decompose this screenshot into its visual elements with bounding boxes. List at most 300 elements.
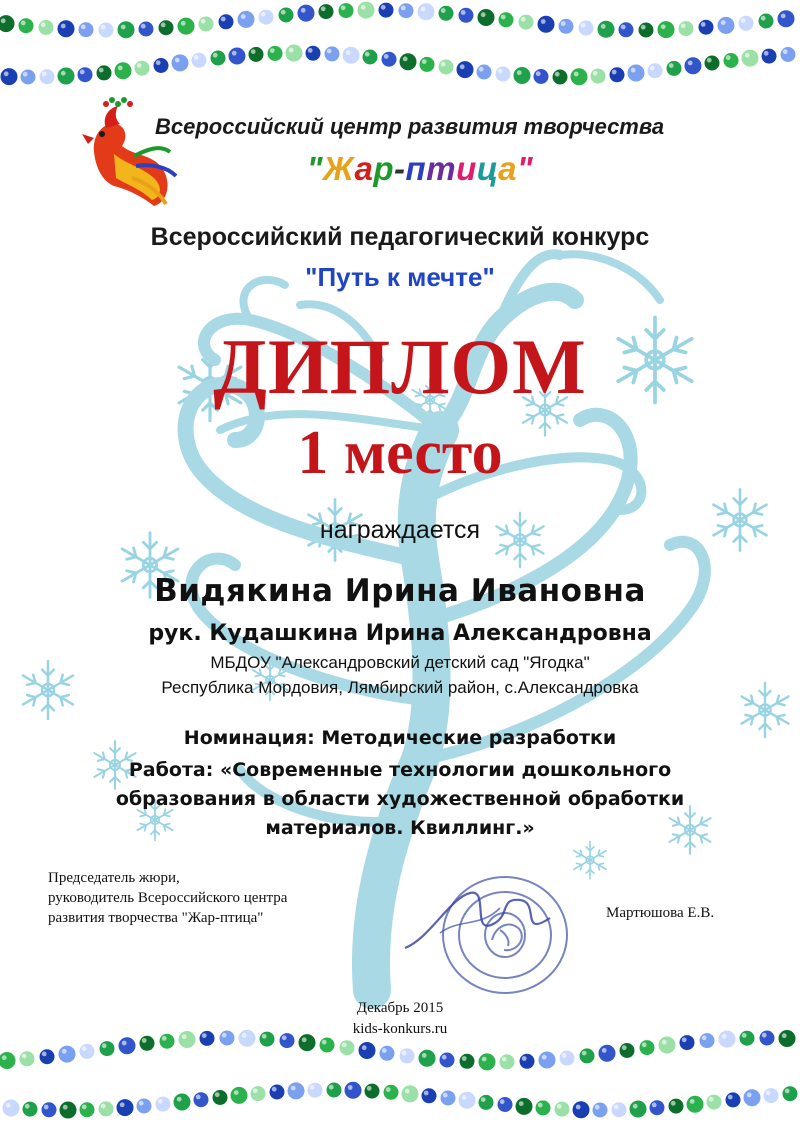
bead: [18, 18, 34, 34]
bead: [439, 1052, 455, 1068]
bead-highlight: [181, 21, 186, 26]
bead: [477, 9, 495, 27]
bead-highlight: [42, 1052, 47, 1057]
bead: [417, 3, 435, 21]
bead: [725, 1092, 741, 1108]
bead-highlight: [241, 14, 246, 19]
bead-highlight: [443, 1093, 448, 1098]
bead-highlight: [301, 8, 306, 13]
bead-highlight: [122, 1041, 127, 1046]
work-title-line: образования в области художественной обработки: [115, 788, 685, 810]
bead: [305, 45, 321, 61]
brand-name: [0, 150, 800, 188]
bead-highlight: [682, 1037, 687, 1042]
bead-highlight: [614, 1105, 619, 1110]
bead-highlight: [555, 72, 560, 77]
bead: [678, 21, 694, 37]
bead-highlight: [633, 1104, 638, 1109]
bead: [218, 14, 234, 30]
bead: [554, 1101, 570, 1117]
bead-highlight: [213, 53, 218, 58]
bead: [717, 16, 735, 34]
bead-highlight: [161, 23, 166, 28]
bead-highlight: [139, 1101, 144, 1106]
bead: [478, 1053, 496, 1071]
bead-highlight: [2, 1055, 7, 1060]
bead: [399, 53, 417, 71]
bead: [250, 1086, 266, 1102]
bead-highlight: [576, 1105, 581, 1110]
bead: [495, 66, 511, 82]
bead-highlight: [688, 61, 693, 66]
bead-highlight: [281, 10, 286, 15]
bead: [39, 69, 55, 85]
bead: [114, 62, 132, 80]
bead: [324, 46, 340, 62]
bead-highlight: [401, 6, 406, 11]
bead: [598, 1044, 616, 1062]
brand-letter: а: [354, 150, 374, 187]
bead: [459, 1053, 475, 1069]
bead-highlight: [251, 49, 256, 54]
bead: [419, 56, 435, 72]
bead-highlight: [348, 1085, 353, 1090]
bead-highlight: [329, 1085, 334, 1090]
bead: [777, 10, 795, 28]
bead-highlight: [321, 6, 326, 11]
bead: [381, 51, 397, 67]
institution: МБДОУ "Александровский детский сад "Ягодка": [210, 653, 590, 672]
bead: [77, 67, 93, 83]
bead-highlight: [63, 1105, 68, 1110]
bead: [619, 1043, 635, 1059]
bead: [285, 44, 303, 62]
bead-highlight: [405, 1089, 410, 1094]
bead: [230, 1086, 248, 1104]
bead-highlight: [460, 64, 465, 69]
bead: [98, 1101, 114, 1117]
bead: [570, 68, 588, 86]
bead-highlight: [158, 1099, 163, 1104]
contest-name: "Путь к мечте": [305, 262, 495, 292]
bead: [99, 1041, 115, 1057]
bead: [741, 49, 759, 67]
bead-highlight: [118, 66, 123, 71]
brand-letter: п: [405, 150, 427, 187]
supervisor-name: рук. Кудашкина Ирина Александровна: [148, 621, 652, 646]
bead: [339, 1040, 355, 1056]
bead: [611, 1102, 627, 1118]
bead: [22, 1101, 38, 1117]
bead: [116, 1099, 134, 1117]
bead-highlight: [327, 49, 332, 54]
bead-highlight: [783, 49, 788, 54]
bead-highlight: [631, 68, 636, 73]
bead: [399, 1048, 415, 1064]
bead: [326, 1082, 342, 1098]
bead: [155, 1096, 171, 1112]
bead: [378, 2, 394, 18]
bead-highlight: [342, 1043, 347, 1048]
bead-highlight: [441, 62, 446, 67]
bead: [267, 45, 283, 61]
bead: [498, 12, 514, 28]
bead: [20, 69, 36, 85]
brand-quote: ": [306, 150, 323, 187]
bead-highlight: [341, 5, 346, 10]
bead-highlight: [142, 1038, 147, 1043]
bead-highlight: [253, 1088, 258, 1093]
bead: [638, 22, 654, 38]
bead: [519, 1053, 535, 1069]
bead: [158, 20, 174, 36]
bead-highlight: [671, 1101, 676, 1106]
bead: [578, 20, 594, 36]
bead-highlight: [652, 1103, 657, 1108]
bead: [307, 1082, 323, 1098]
bead: [383, 1084, 399, 1100]
bead-highlight: [661, 24, 666, 29]
bead: [0, 68, 18, 86]
bead-highlight: [6, 1103, 11, 1108]
bead-highlight: [402, 1051, 407, 1056]
bead: [438, 5, 454, 21]
bead-highlight: [137, 63, 142, 68]
bead-highlight: [461, 10, 466, 15]
recipient-name: Видякина Ирина Ивановна: [154, 573, 646, 609]
bead-highlight: [561, 21, 566, 26]
bead: [421, 1088, 437, 1104]
bead: [358, 1042, 376, 1060]
bead-highlight: [80, 70, 85, 75]
bead: [78, 22, 94, 38]
bead: [193, 1092, 209, 1108]
bead-highlight: [310, 1085, 315, 1090]
bead: [398, 3, 414, 19]
bead-highlight: [302, 1037, 307, 1042]
bead: [572, 1101, 590, 1119]
bead: [537, 15, 555, 33]
bead-highlight: [365, 52, 370, 57]
bead: [627, 64, 645, 82]
bead: [698, 19, 714, 35]
bead-highlight: [574, 72, 579, 77]
bead: [171, 54, 189, 72]
bead: [379, 1045, 395, 1061]
bead: [58, 1045, 76, 1063]
bead: [538, 1051, 556, 1069]
bead: [684, 57, 702, 75]
bead: [198, 16, 214, 32]
bead: [237, 10, 255, 28]
bead: [658, 1036, 676, 1054]
bead: [173, 1093, 191, 1111]
bead-highlight: [517, 70, 522, 75]
bead: [418, 1049, 436, 1067]
bead: [763, 1088, 779, 1104]
bead-highlight: [595, 1105, 600, 1110]
bead-highlight: [707, 58, 712, 63]
bead: [440, 1090, 456, 1106]
bead: [686, 1095, 704, 1113]
awarded-label: награждается: [319, 516, 481, 544]
bead-highlight: [232, 51, 237, 56]
bead: [513, 67, 531, 85]
bead-highlight: [196, 1095, 201, 1100]
bead: [136, 1098, 152, 1114]
bead-highlight: [175, 58, 180, 63]
bead-highlight: [61, 71, 66, 76]
bead-highlight: [102, 1043, 107, 1048]
bead-highlight: [221, 17, 226, 22]
bead: [19, 1051, 35, 1067]
bead: [39, 1049, 55, 1065]
bead-highlight: [498, 69, 503, 74]
bead-highlight: [593, 71, 598, 76]
bead-highlight: [291, 1086, 296, 1091]
bead: [258, 9, 274, 25]
bead-highlight: [272, 1087, 277, 1092]
signature-icon: [400, 878, 560, 968]
bead-highlight: [346, 50, 351, 55]
organization-title: Всероссийский центр развития творчества: [155, 114, 665, 139]
bead-highlight: [669, 63, 674, 68]
bead: [738, 15, 754, 31]
bead-highlight: [542, 1055, 547, 1060]
brand-letter: а: [498, 150, 517, 187]
bead-highlight: [381, 5, 386, 10]
bead-highlight: [601, 24, 606, 29]
bead-highlight: [421, 7, 426, 12]
bead-highlight: [101, 25, 106, 30]
bead: [338, 3, 354, 19]
bead-highlight: [367, 1086, 372, 1091]
bead: [344, 1081, 362, 1099]
location: Республика Мордовия, Лямбирский район, с.Александровка: [161, 678, 639, 697]
bead-highlight: [261, 12, 266, 17]
bead: [357, 1, 375, 19]
bead: [138, 21, 154, 37]
bead-highlight: [641, 25, 646, 30]
bead-highlight: [541, 19, 546, 24]
bead-highlight: [384, 54, 389, 59]
bead-highlight: [681, 23, 686, 28]
bead-highlight: [766, 1090, 771, 1095]
bead: [597, 20, 615, 38]
bead-highlight: [479, 67, 484, 72]
bead: [706, 1094, 722, 1110]
bead-highlight: [761, 16, 766, 21]
bead-highlight: [562, 1053, 567, 1058]
bead: [362, 49, 378, 65]
bead: [629, 1100, 647, 1118]
bead-highlight: [61, 24, 66, 29]
jury-chair-line: развития творчества "Жар-птица": [48, 910, 264, 926]
bead: [552, 69, 568, 85]
bead-highlight: [781, 14, 786, 19]
bead: [269, 1084, 285, 1100]
bead-highlight: [642, 1042, 647, 1047]
bead: [743, 1089, 761, 1107]
issue-date: Декабрь 2015: [356, 1000, 444, 1016]
bead-highlight: [4, 71, 9, 76]
bead-highlight: [289, 48, 294, 53]
bead: [758, 13, 774, 29]
bead: [609, 67, 625, 83]
contest-title: Всероссийский педагогический конкурс: [150, 223, 650, 251]
bead: [98, 22, 114, 38]
bead: [318, 4, 334, 20]
bead: [2, 1099, 20, 1117]
bead: [590, 68, 606, 84]
bead-highlight: [581, 23, 586, 28]
bead-highlight: [709, 1097, 714, 1102]
bead: [41, 1102, 57, 1118]
bead-highlight: [745, 53, 750, 58]
bead-highlight: [690, 1099, 695, 1104]
brand-quote: ": [516, 150, 534, 187]
bead-highlight: [424, 1091, 429, 1096]
bead: [456, 61, 474, 79]
bead-highlight: [101, 1104, 106, 1109]
work-title-line: материалов. Квиллинг.»: [265, 817, 535, 839]
bead: [287, 1082, 305, 1100]
bead-highlight: [521, 17, 526, 22]
brand-letter: ц: [476, 150, 499, 187]
website: kids-konkurs.ru: [352, 1021, 448, 1037]
signer-name: Мартюшова Е.В.: [606, 905, 715, 921]
bead-highlight: [621, 25, 626, 30]
bead-highlight: [582, 1051, 587, 1056]
bead-highlight: [194, 55, 199, 60]
bead-highlight: [403, 57, 408, 62]
bead-highlight: [44, 1105, 49, 1110]
bead-highlight: [764, 51, 769, 56]
bead: [297, 4, 315, 22]
bead: [38, 20, 54, 36]
bead: [657, 21, 675, 39]
bead: [342, 46, 360, 64]
bead: [364, 1083, 380, 1099]
bead: [478, 1094, 494, 1110]
bead: [153, 58, 169, 74]
bead-highlight: [721, 20, 726, 25]
bead-highlight: [177, 1097, 182, 1102]
brand-letter: р: [373, 150, 395, 187]
brand-letter: Ж: [323, 150, 355, 187]
bead-highlight: [41, 22, 46, 27]
bead-highlight: [22, 1054, 27, 1059]
bead: [668, 1098, 684, 1114]
bead: [401, 1085, 419, 1103]
bead-highlight: [536, 71, 541, 76]
bead-highlight: [622, 1045, 627, 1050]
bead-highlight: [121, 25, 126, 30]
bead: [59, 1101, 77, 1119]
bead-highlight: [728, 1095, 733, 1100]
bead-highlight: [234, 1090, 239, 1095]
bead-highlight: [382, 1048, 387, 1053]
bead-highlight: [557, 1104, 562, 1109]
bead-highlight: [23, 72, 28, 77]
bead-highlight: [81, 25, 86, 30]
jury-chair-block: [48, 868, 287, 928]
bead-highlight: [500, 1099, 505, 1104]
bead-highlight: [726, 55, 731, 60]
bead-highlight: [462, 1056, 467, 1061]
bead-highlight: [538, 1103, 543, 1108]
bead-highlight: [501, 15, 506, 20]
bead: [704, 55, 720, 71]
bead-highlight: [156, 60, 161, 65]
bead-highlight: [82, 1046, 87, 1051]
bead-highlight: [201, 19, 206, 24]
bead: [592, 1102, 608, 1118]
bead: [248, 46, 264, 62]
bead-highlight: [120, 1102, 125, 1107]
bead: [535, 1100, 551, 1116]
bead: [278, 7, 294, 23]
bead: [497, 1097, 513, 1113]
jury-chair-line: Председатель жюри,: [48, 870, 180, 886]
bead-highlight: [215, 1092, 220, 1097]
bead: [458, 7, 474, 23]
bead: [649, 1100, 665, 1116]
bead-highlight: [361, 5, 366, 10]
bead-highlight: [99, 68, 104, 73]
bead: [458, 1091, 476, 1109]
bead: [96, 65, 112, 81]
jury-chair-line: руководитель Всероссийского центра: [48, 890, 288, 906]
bead: [228, 47, 246, 65]
diploma-title: ДИПЛОМ: [213, 323, 587, 410]
bead-highlight: [522, 1056, 527, 1061]
bead-highlight: [82, 1105, 87, 1110]
bead: [319, 1037, 335, 1053]
bead: [499, 1054, 515, 1070]
work-title-line: Работа: «Современные технологии дошкольного: [128, 759, 672, 781]
bead: [579, 1048, 595, 1064]
brand-letter: -: [394, 150, 406, 187]
bead: [518, 14, 534, 30]
bead-highlight: [481, 12, 486, 17]
bead-highlight: [1, 18, 6, 23]
bead-highlight: [662, 1040, 667, 1045]
brand-letter: и: [456, 150, 477, 187]
bead: [618, 22, 634, 38]
bead: [558, 18, 574, 34]
bead-highlight: [322, 1040, 327, 1045]
bead: [647, 63, 663, 79]
bead: [666, 60, 682, 76]
bead: [177, 17, 195, 35]
place-label: 1 место: [297, 419, 503, 487]
bead: [117, 21, 135, 39]
bead: [79, 1102, 95, 1118]
bead: [191, 52, 207, 68]
bead-highlight: [422, 1053, 427, 1058]
bead: [761, 48, 777, 64]
bead: [533, 69, 549, 85]
bead: [476, 64, 492, 80]
work-title: [0, 756, 800, 843]
bead-highlight: [741, 18, 746, 23]
brand-letter: т: [426, 150, 457, 187]
bead-highlight: [21, 21, 26, 26]
bead-highlight: [386, 1087, 391, 1092]
bead-highlight: [308, 48, 313, 53]
bead: [118, 1037, 136, 1055]
